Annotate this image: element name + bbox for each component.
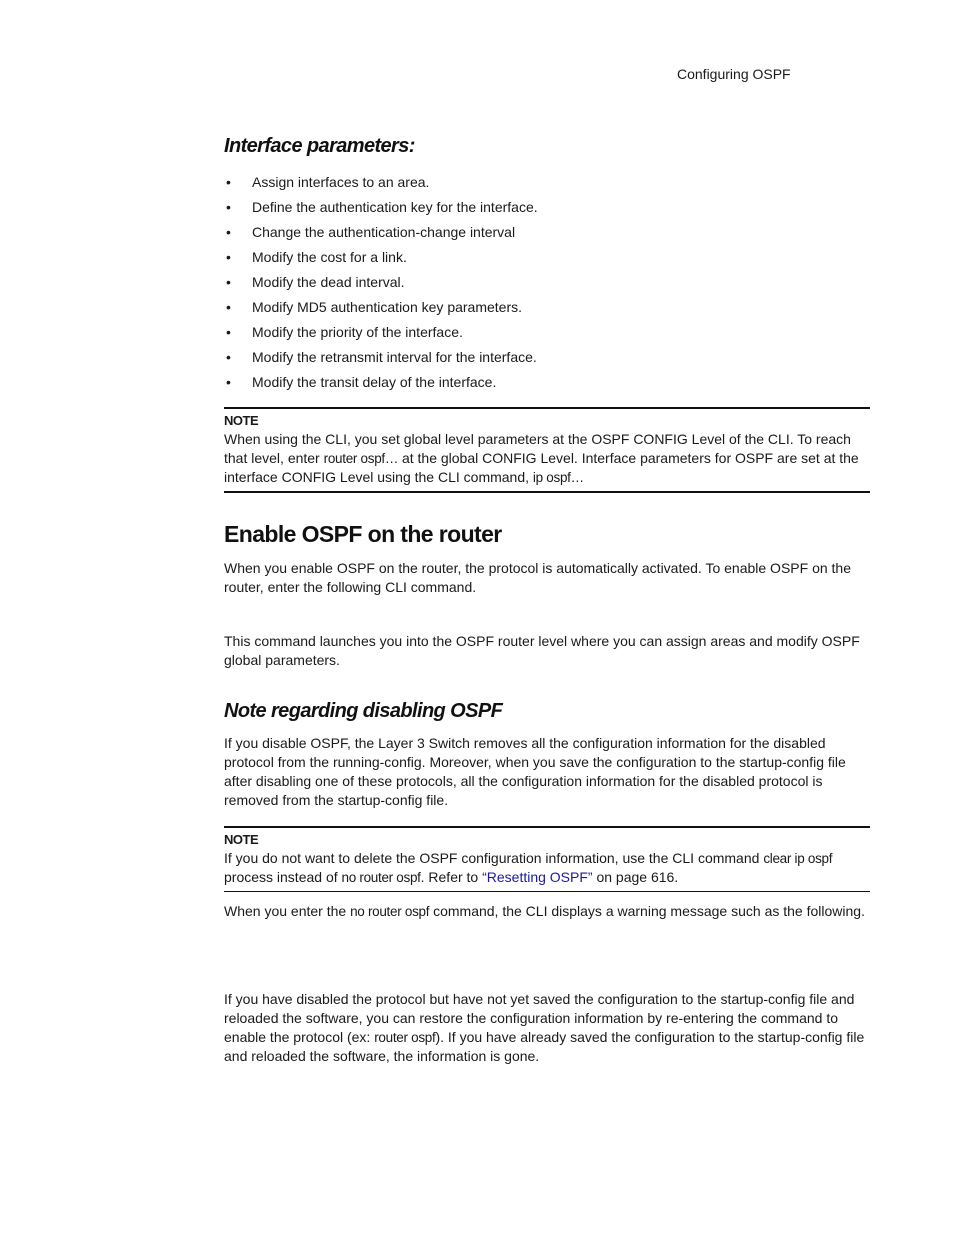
list-item: • Modify the priority of the interface. [224, 320, 870, 345]
list-item: • Modify the retransmit interval for the interface. [224, 345, 870, 370]
enable-ospf-heading: Enable OSPF on the router [224, 521, 502, 547]
list-item: • Assign interfaces to an area. [224, 170, 870, 195]
bullet-icon: • [226, 199, 231, 215]
bullet-icon: • [226, 174, 231, 190]
list-item: • Modify the dead interval. [224, 270, 870, 295]
cli-command: router ospf [374, 1030, 436, 1045]
resetting-ospf-link[interactable]: “Resetting OSPF” [482, 869, 593, 885]
cli-command: no router ospf [350, 904, 430, 919]
cli-command: router ospf… [323, 451, 399, 466]
bullet-icon: • [226, 349, 231, 365]
interface-parameters-list [224, 170, 870, 395]
list-item: • Define the authentication key for the interface. [224, 195, 870, 220]
page-content [224, 132, 870, 1066]
ospf-router-level-paragraph: This command launches you into the OSPF router level where you can assign areas and modify OSPF global parameters. [224, 633, 860, 668]
bullet-icon: • [226, 224, 231, 240]
note-label: NOTE [224, 413, 259, 428]
note-box-cli-levels [224, 407, 870, 493]
list-item: • Modify the cost for a link. [224, 245, 870, 270]
cli-command: ip ospf… [532, 470, 584, 485]
running-header: Configuring OSPF [677, 66, 791, 82]
bullet-icon: • [226, 324, 231, 340]
bullet-icon: • [226, 249, 231, 265]
note-text: When using the CLI, you set global level parameters at the OSPF CONFIG Level of the CLI. To reach that level, enter router ospf… at the global CONFIG Level. Interface parameters for OSPF are set at the interface CONFIG Level using the CLI command, ip ospf… [224, 431, 859, 485]
cli-command: clear ip ospf [763, 851, 833, 866]
bullet-icon: • [226, 374, 231, 390]
list-item: • Modify MD5 authentication key parameters. [224, 295, 870, 320]
enable-ospf-paragraph: When you enable OSPF on the router, the protocol is automatically activated. To enable OSPF on the router, enter the following CLI command. [224, 560, 851, 595]
note-box-clear-ospf [224, 826, 870, 892]
bullet-icon: • [226, 274, 231, 290]
interface-parameters-heading: Interface parameters: [224, 135, 415, 157]
list-item: • Modify the transit delay of the interface. [224, 370, 870, 395]
warning-message-paragraph: When you enter the no router ospf command, the CLI displays a warning message such as the following. [224, 903, 865, 919]
cli-command: no router ospf [341, 870, 421, 885]
list-item: • Change the authentication-change interval [224, 220, 870, 245]
disabling-ospf-paragraph: If you disable OSPF, the Layer 3 Switch removes all the configuration information for the disabled protocol from the running-config. Moreover, when you save the configuration to the startup-config file after disabling one of these protocols, all the configuration information for the disabled protocol is removed from the startup-config file. [224, 735, 846, 808]
note-text: If you do not want to delete the OSPF configuration information, use the CLI command clear ip ospf process instead of no router ospf. Refer to “Resetting OSPF” on page 616. [224, 850, 833, 885]
disabling-ospf-heading: Note regarding disabling OSPF [224, 700, 503, 722]
restore-configuration-paragraph: If you have disabled the protocol but have not yet saved the configuration to the startup-config file and reloaded the software, you can restore the configuration information by re-entering the command to enable the protocol (ex: router ospf). If you have already saved the configuration to the startup-config file and reloaded the software, the information is gone. [224, 991, 865, 1064]
note-label: NOTE [224, 832, 259, 847]
bullet-icon: • [226, 299, 231, 315]
